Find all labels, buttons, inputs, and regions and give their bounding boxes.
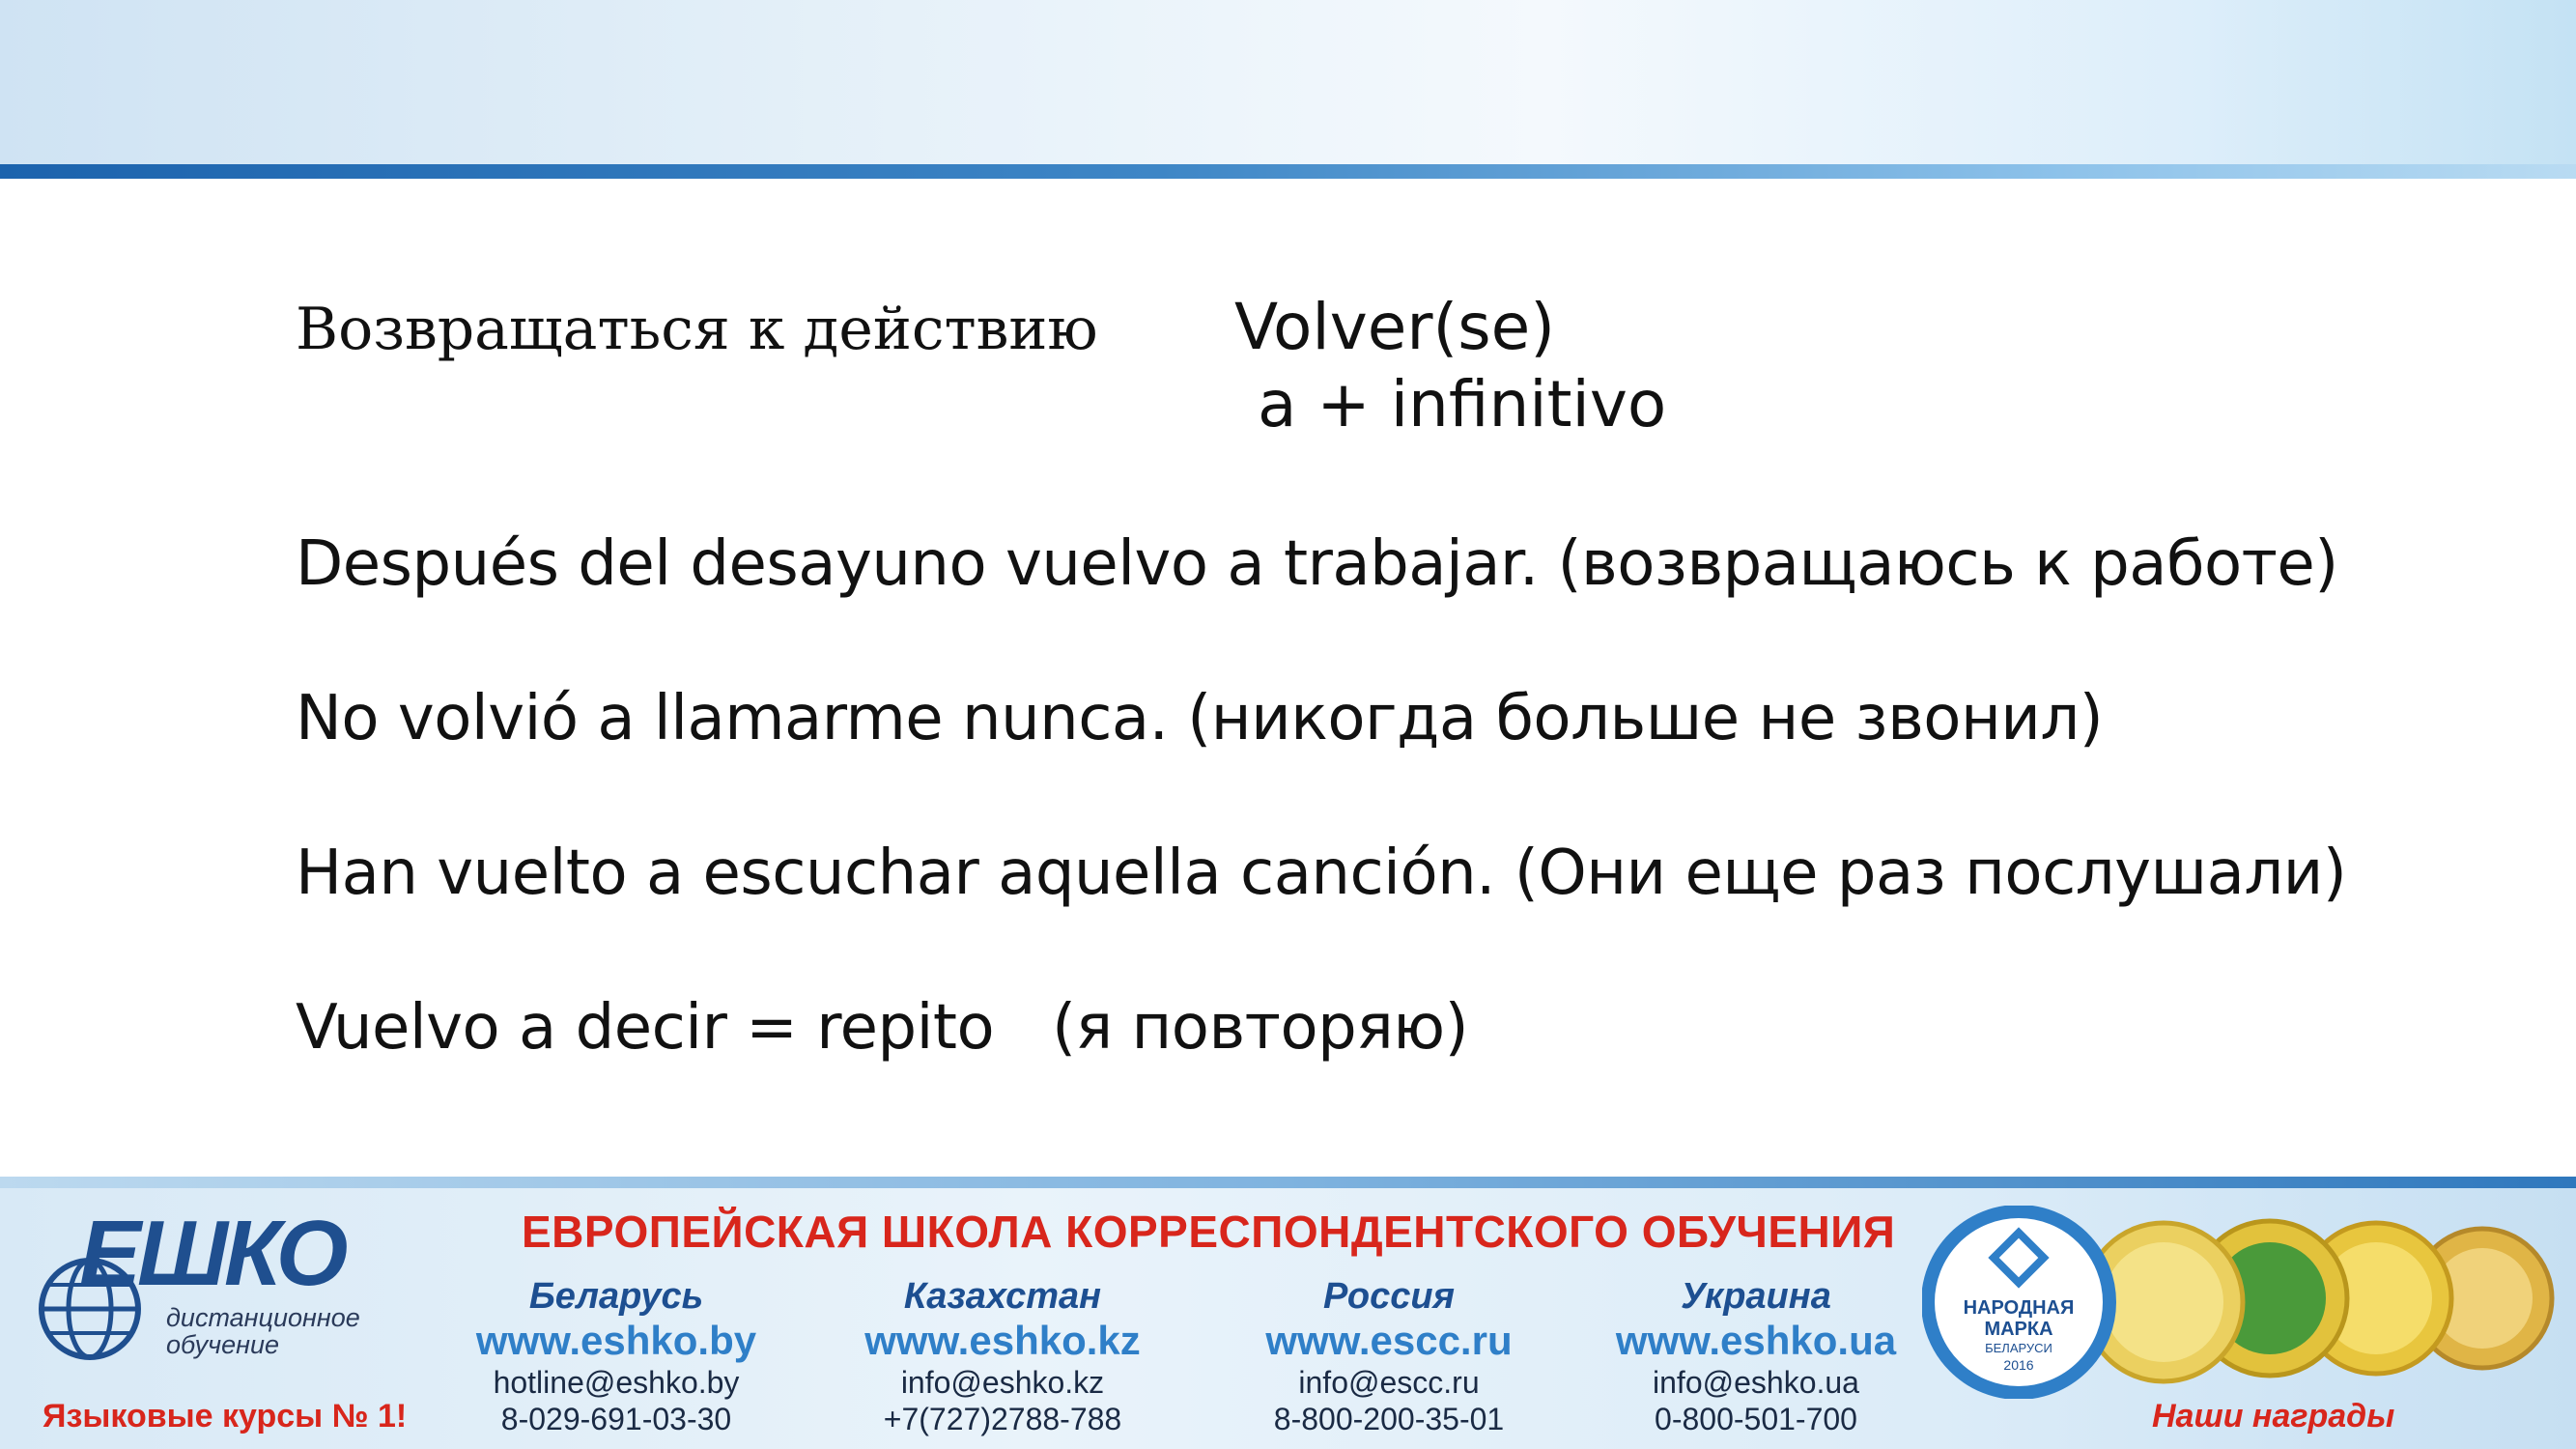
- country-block-kazakhstan: [848, 1275, 1157, 1437]
- country-website-link[interactable]: www.escc.ru: [1265, 1318, 1513, 1363]
- country-name: Украина: [1681, 1276, 1831, 1317]
- example-sentence: No volvió a llamarme nunca. (никогда больше не звонил): [296, 683, 2104, 754]
- country-email-link[interactable]: info@eshko.kz: [900, 1365, 1105, 1400]
- country-name: Казахстан: [903, 1276, 1102, 1317]
- logo-subtitle: [166, 1304, 360, 1358]
- example-translation: (я повторяю): [1052, 992, 1469, 1064]
- country-phone: 8-029-691-03-30: [500, 1402, 732, 1436]
- badge-text: БЕЛАРУСИ: [1985, 1341, 2052, 1355]
- country-email-link[interactable]: info@eshko.ua: [1653, 1365, 1859, 1400]
- awards-medals: [1922, 1206, 2560, 1399]
- badge-text: НАРОДНАЯ: [1963, 1297, 2075, 1319]
- country-block-belarus: [462, 1275, 771, 1437]
- logo-wordmark: ЕШКО: [79, 1202, 345, 1305]
- header-band: [0, 0, 2576, 164]
- country-email-link[interactable]: hotline@eshko.by: [493, 1365, 740, 1400]
- heading-spanish-formula: a + infinitivo: [1258, 367, 1667, 441]
- heading-spanish: Volver(se): [1234, 290, 1556, 364]
- logo-subtitle-line: обучение: [166, 1330, 279, 1359]
- example-sentence: Han vuelto a escuchar aquella canción. (Они еще раз послушали): [296, 838, 2347, 909]
- country-phone: 0-800-501-700: [1655, 1402, 1857, 1436]
- country-phone: 8-800-200-35-01: [1273, 1402, 1505, 1436]
- medal-icon: [2104, 1242, 2223, 1362]
- badge-text: 2016: [2003, 1357, 2034, 1373]
- awards-label: Наши награды: [2152, 1398, 2395, 1435]
- country-email-link[interactable]: info@escc.ru: [1298, 1365, 1480, 1400]
- footer-rule: [0, 1177, 2576, 1188]
- badge-text: МАРКА: [1984, 1319, 2053, 1340]
- example-sentence: Después del desayuno vuelvo a trabajar. (возвращаюсь к работе): [296, 528, 2338, 600]
- country-name: Россия: [1323, 1276, 1455, 1317]
- country-block-russia: [1234, 1275, 1543, 1437]
- header-rule: [0, 164, 2576, 179]
- logo-subtitle-line: дистанционное: [166, 1303, 360, 1332]
- heading-russian: Возвращаться к действию: [296, 296, 1098, 363]
- example-spanish: Vuelvo a decir = repito: [296, 992, 995, 1064]
- country-website-link[interactable]: www.eshko.ua: [1615, 1318, 1897, 1363]
- school-title: ЕВРОПЕЙСКАЯ ШКОЛА КОРРЕСПОНДЕНТСКОГО ОБУЧЕНИЯ: [522, 1207, 1896, 1257]
- example-sentence: [296, 992, 1469, 1064]
- country-name: Беларусь: [528, 1276, 704, 1317]
- country-website-link[interactable]: www.eshko.by: [475, 1318, 757, 1363]
- tagline: Языковые курсы № 1!: [42, 1398, 408, 1435]
- country-phone: +7(727)2788-788: [883, 1402, 1122, 1436]
- country-website-link[interactable]: www.eshko.kz: [864, 1318, 1141, 1363]
- country-block-ukraine: [1601, 1275, 1911, 1437]
